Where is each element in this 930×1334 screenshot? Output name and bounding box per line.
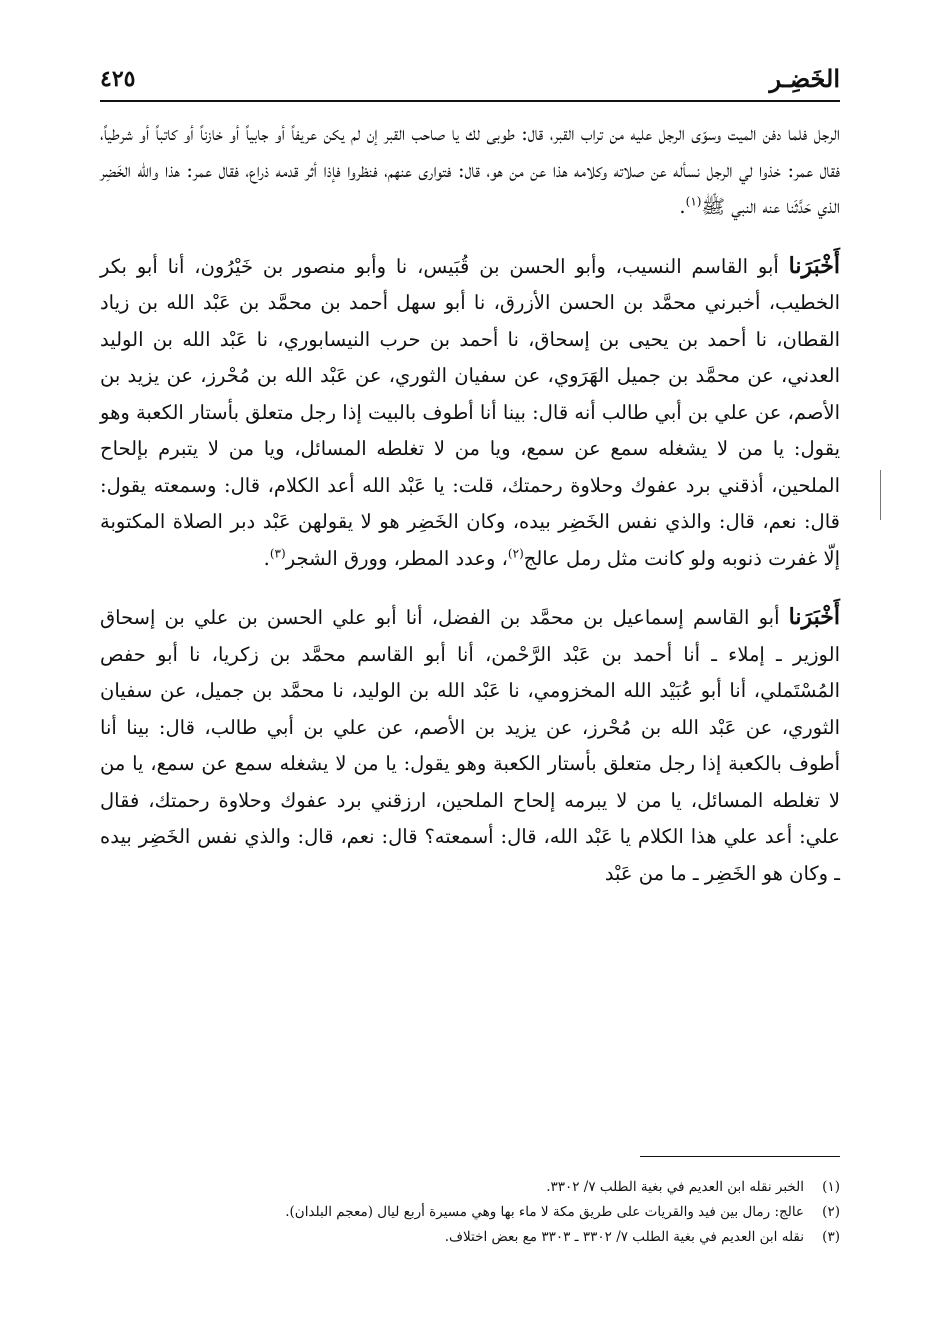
- footnote-item: [100, 1200, 840, 1225]
- paragraph-lead: أَخْبَرَنا: [788, 252, 840, 279]
- margin-mark: [880, 470, 883, 520]
- footnote-item: [100, 1175, 840, 1200]
- footnote-ref[interactable]: (٣): [269, 546, 286, 560]
- page-header: [100, 60, 840, 102]
- paragraph-text-continued: ، وعدد المطر، وورق الشجر: [285, 546, 508, 570]
- footnote-text: عالج: رمال بين فيد والقريات على طريق مكة لا ماء بها وهي مسيرة أربع ليال (معجم البلدان).: [285, 1204, 804, 1220]
- footnote-text: نقله ابن العديم في بغية الطلب ٧/ ٣٣٠٢ ـ ٣٣٠٣ مع بعض اختلاف.: [444, 1229, 804, 1245]
- book-page: [100, 60, 840, 1300]
- paragraph-tail: .: [263, 546, 270, 570]
- footnotes: [100, 1156, 840, 1250]
- running-title: الخَضِـر: [769, 64, 840, 93]
- paragraph-tail: .: [679, 195, 686, 218]
- paragraph-3: [100, 599, 840, 892]
- paragraph-2: [100, 248, 840, 578]
- footnote-ref[interactable]: (٢): [507, 546, 524, 560]
- page-number: ٤٢٥: [100, 66, 136, 92]
- footnote-number: (١): [822, 1179, 840, 1195]
- paragraph-text: الرجل فلما دفن الميت وسوّى الرجل عليه من تراب القبر، قال: طوبى لك يا صاحب القبر إن لم يكن عريفاً أو جابياً أو خازناً أو كاتباً أو شرطياً، فقال عمر: خذوا لي الرجل نسأله عن صلاته وكلامه هذا عن من هو، قال: فتوارى عنهم، فنظروا فإذا أثر قدمه ذراع، فقال عمر: هذا والله الخَضِر الذي حَدَّثَنا عنه النبي ﷺ: [100, 122, 840, 218]
- footnote-item: [100, 1225, 840, 1250]
- footnote-ref[interactable]: (١): [685, 194, 702, 209]
- paragraph-text: أبو القاسم النسيب، وأبو الحسن بن قُبَيس، نا وأبو منصور بن خَيْرُون، أنا أبو بكر الخطيب، أخبرني محمَّد بن الحسن الأزرق، نا أبو سهل أحمد بن محمَّد بن عَبْد الله بن زياد القطان، نا أحمد بن يحيى بن إسحاق، نا أحمد بن حرب النيسابوري، نا عَبْد الله بن الوليد العدني، عن محمَّد بن جميل الهَرَوي، عن سفيان الثوري، عن عَبْد الله بن مُحْرز، عن يزيد بن الأصم، عن علي بن أبي طالب أنه قال: بينا أنا أطوف بالبيت إذا رجل متعلق بأستار الكعبة وهو يقول: يا من لا يشغله سمع عن سمع، ويا من لا تغلطه المسائل، ويا من لا يتبرم بإلحاح الملحين، أذقني برد عفوك وحلاوة رحمتك، قلت: يا عَبْد الله أعد الكلام، قال: وسمعته يقول: قال: نعم، قال: والذي نفس الخَضِر بيده، وكان الخَضِر هو لا يقولهن عَبْد دبر الصلاة المكتوبة إلّا غفرت ذنوبه ولو كانت مثل رمل عالج: [100, 254, 840, 570]
- footnote-number: (٣): [822, 1229, 840, 1245]
- main-text: [100, 116, 840, 892]
- footnote-text: الخبر نقله ابن العديم في بغية الطلب ٧/ ٣٣٠٢.: [546, 1179, 804, 1195]
- paragraph-1: [100, 116, 840, 226]
- footnote-number: (٢): [822, 1204, 840, 1220]
- paragraph-lead: أَخْبَرَنا: [788, 604, 840, 630]
- footnote-divider: [640, 1156, 840, 1157]
- paragraph-text: أبو القاسم إسماعيل بن محمَّد بن الفضل، أنا أبو علي الحسن بن علي بن إسحاق الوزير ـ إملاء ـ أنا أحمد بن عَبْد الرَّحْمن، أنا أبو القاسم محمَّد بن زكريا، نا أبو حفص المُسْتَملي، أنا أبو عُبَيْد الله المخزومي، نا عَبْد الله بن الوليد، نا محمَّد بن جميل، عن سفيان الثوري، عن عَبْد الله بن مُحْرز، عن يزيد بن الأصم، عن علي بن أبي طالب، قال: بينا أنا أطوف بالكعبة إذا رجل متعلق بأستار الكعبة وهو يقول: يا من لا يشغله سمع عن سمع، يا من لا تغلطه المسائل، يا من لا يبرمه إلحاح الملحين، ارزقني برد عفوك وحلاوة رحمتك، فقال علي: أعد علي هذا الكلام يا عَبْد الله، قال: أسمعته؟ قال: نعم، قال: والذي نفس الخَضِر بيده ـ وكان هو الخَضِر ـ ما من عَبْد: [100, 606, 840, 885]
